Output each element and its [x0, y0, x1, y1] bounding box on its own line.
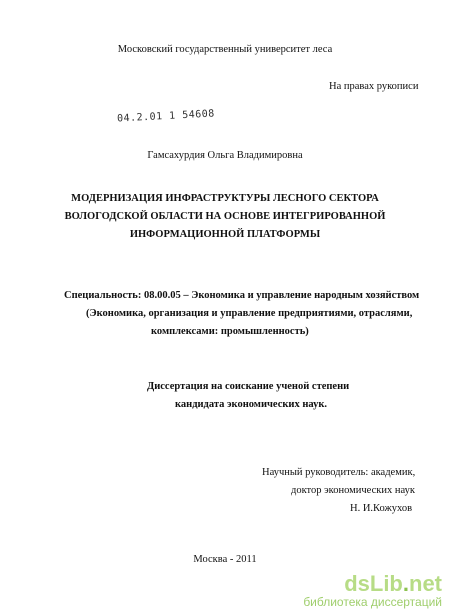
title-line-3: ИНФОРМАЦИОННОЙ ПЛАТФОРМЫ: [129, 229, 321, 240]
specialty-line-2: (Экономика, организация и управление предприятиями, отраслями,: [86, 308, 413, 319]
watermark: [303, 573, 442, 609]
dissertation-line-2: кандидата экономических наук.: [175, 399, 328, 410]
university-name: Московский государственный университет леса: [117, 44, 333, 55]
rights-note: На правах рукописи: [329, 81, 419, 92]
watermark-main: dsLib: [344, 571, 403, 596]
author-name: Гамсахурдия Ольга Владимировна: [147, 150, 303, 161]
watermark-tagline: библиотека диссертаций: [303, 595, 442, 609]
watermark-tld: net: [409, 571, 442, 596]
specialty-line-3: комплексами: промышленность): [151, 326, 309, 337]
specialty-line-1: Специальность: 08.00.05 – Экономика и управление народным хозяйством: [64, 290, 420, 301]
title-line-1: МОДЕРНИЗАЦИЯ ИНФРАСТРУКТУРЫ ЛЕСНОГО СЕКТОРА: [71, 193, 379, 204]
supervisor-line-2: доктор экономических наук: [291, 485, 415, 496]
archive-stamp: 04.2.01 1 54608: [116, 108, 216, 125]
watermark-dot: .: [402, 571, 409, 596]
watermark-logo: [303, 573, 442, 595]
city-year: Москва - 2011: [193, 554, 257, 565]
supervisor-line-3: Н. И.Кожухов: [350, 503, 413, 514]
dissertation-line-1: Диссертация на соискание ученой степени: [147, 381, 350, 392]
supervisor-line-1: Научный руководитель: академик,: [262, 467, 416, 478]
title-line-2: ВОЛОГОДСКОЙ ОБЛАСТИ НА ОСНОВЕ ИНТЕГРИРОВАННОЙ: [64, 211, 386, 222]
